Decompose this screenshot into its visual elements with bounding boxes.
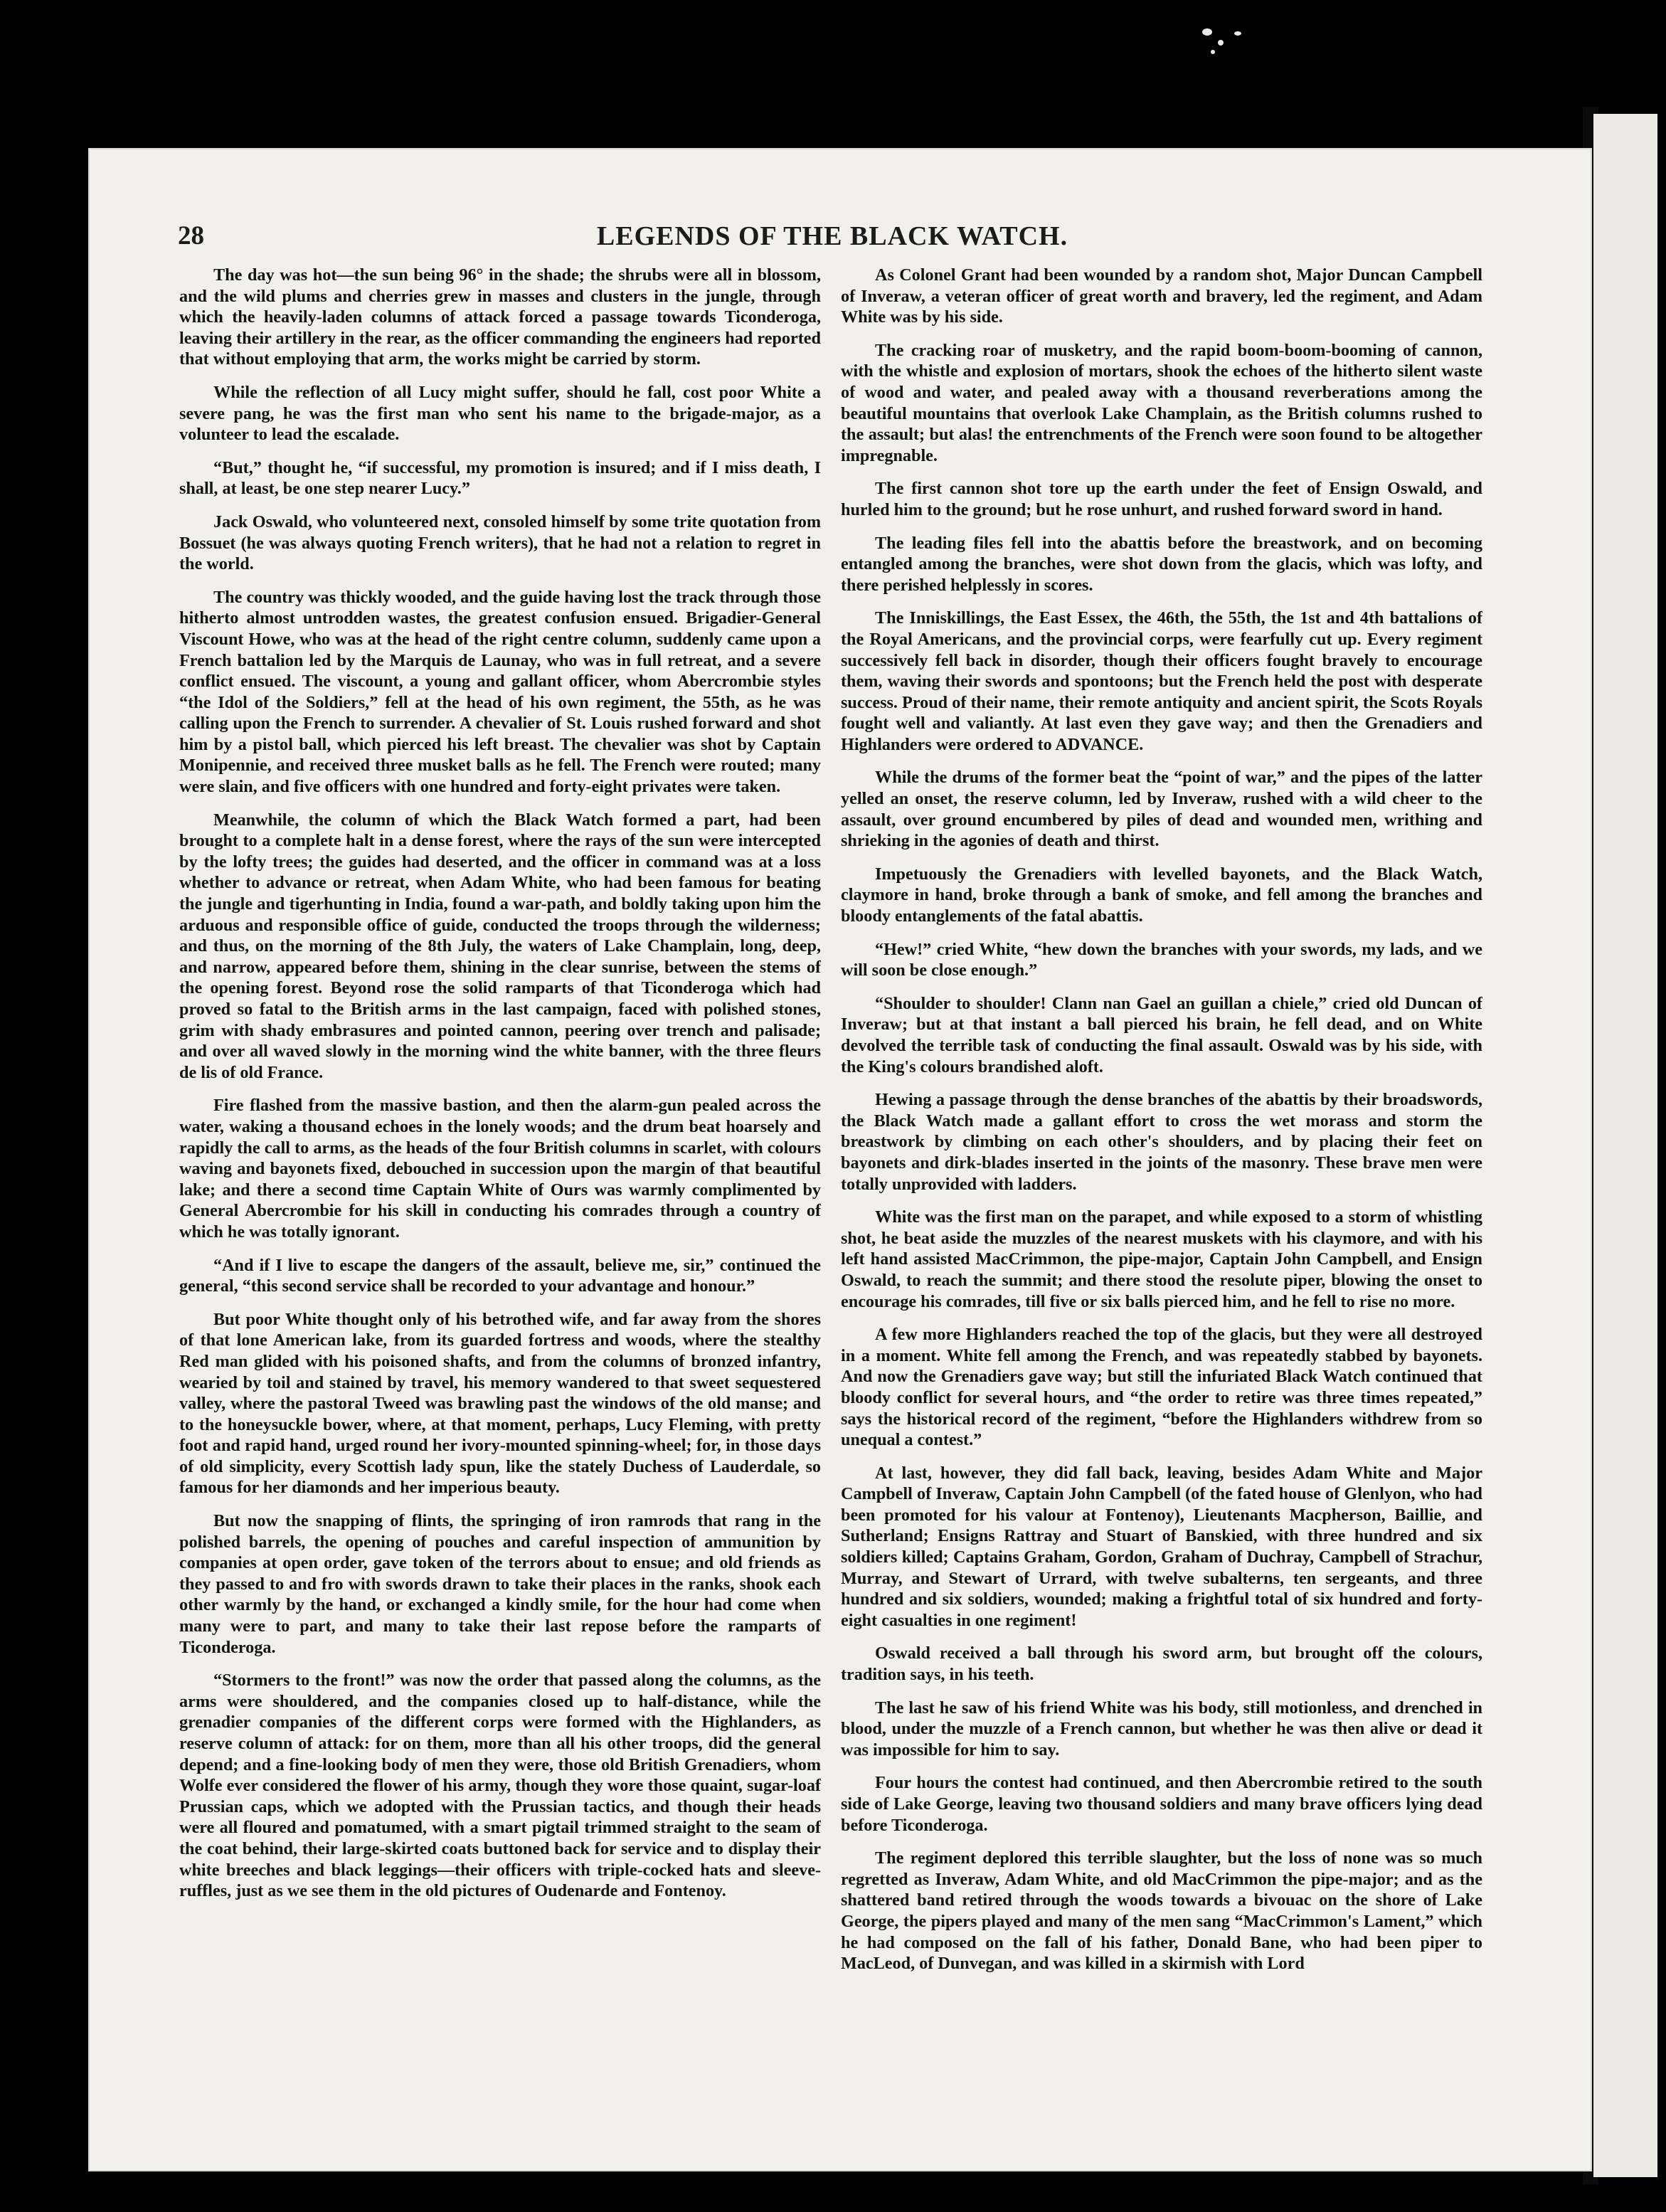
facing-page-edge (1593, 114, 1657, 2177)
scan-speck (1218, 40, 1224, 46)
paragraph: Oswald received a ball through his sword arm, but brought off the colours, tradition says, in his teeth. (841, 1644, 1482, 1685)
paragraph: But now the snapping of flints, the springing of iron ramrods that rang in the polished barrels, the opening of pouches and careful inspection of ammunition by companies at open order, gave token of the terrors about to ensue; and old friends as they passed to and fro with swords drawn to take their places in the ranks, shook each other warmly by the hand, or exchanged a kindly smile, for the hour had come when many were to part, and many to take their last repose before the ramparts of Ticonderoga. (179, 1511, 821, 1657)
paragraph: Fire flashed from the massive bastion, and then the alarm-gun pealed across the water, waking a thousand echoes in the lonely woods; and the drum beat hoarsely and rapidly the call to arms, as the heads of the four British columns in scarlet, with colours waving and bayonets fixed, debouched in succession upon the margin of that beautiful lake; and there a second time Captain White of Ours was warmly complimented by General Abercrombie for his skill in conducting his comrades through a country of which he was totally ignorant. (179, 1096, 821, 1242)
paragraph: The leading files fell into the abattis before the breastwork, and on becoming entangled among the branches, were shot down from the glacis, which was lofty, and there perished helplessly in scores. (841, 533, 1482, 595)
page-number: 28 (178, 221, 204, 250)
paragraph: The Inniskillings, the East Essex, the 46th, the 55th, the 1st and 4th battalions of the Royal Americans, and the provincial corps, were fearfully cut up. Every regiment successively fell back in disorder, though their officers fought bravely to encourage them, waving their swords and spontoons; but the French held the post with desperate success. Proud of their name, their remote antiquity and ancient spirit, the Scots Royals fought well and valiantly. At last even they gave way; and then the Grenadiers and Highlanders were ordered to ADVANCE. (841, 608, 1482, 754)
paragraph: As Colonel Grant had been wounded by a random shot, Major Duncan Campbell of Inveraw, a veteran officer of great worth and bravery, led the regiment, and Adam White was by his side. (841, 265, 1482, 327)
paragraph: The regiment deplored this terrible slaughter, but the loss of none was so much regretted as Inveraw, Adam White, and old MacCrimmon the pipe-major; and as the shattered band retired through the woods towards a bivouac on the shore of Lake George, the pipers played and many of the men sang “MacCrimmon's Lament,” which he had composed on the fall of his father, Donald Bane, who had been piper to MacLeod, of Dunvegan, and was killed in a skirmish with Lord (841, 1848, 1482, 1974)
paragraph: “Hew!” cried White, “hew down the branches with your swords, my lads, and we will soon be close enough.” (841, 939, 1482, 980)
paragraph: Meanwhile, the column of which the Black Watch formed a part, had been brought to a complete halt in a dense forest, where the rays of the sun were intercepted by the lofty trees; the guides had deserted, and the officer in command was at a loss whether to advance or retreat, when Adam White, who had been famous for beating the jungle and tigerhunting in India, found a war-path, and boldly taking upon him the arduous and responsible office of guide, conducted the troops through the wilderness; and thus, on the morning of the 8th July, the waters of Lake Champlain, long, deep, and narrow, appeared before them, shining in the clear sunrise, between the stems of the opening forest. Beyond rose the solid ramparts of that Ticonderoga which had proved so fatal to the British arms in the last campaign, faced with polished stones, grim with shady embrasures and pointed cannon, peering over trench and palisade; and over all waved slowly in the morning wind the white banner, with the three fleurs de lis of old France. (179, 810, 821, 1082)
scan-speck (1202, 28, 1212, 36)
paragraph: “But,” thought he, “if successful, my promotion is insured; and if I miss death, I shall, at least, be one step nearer Lucy.” (179, 457, 821, 499)
running-head: LEGENDS OF THE BLACK WATCH. (596, 221, 1068, 251)
paragraph: While the drums of the former beat the “point of war,” and the pipes of the latter yelled an onset, the reserve column, led by Inveraw, rushed with a wild cheer to the assault, over ground encumbered by piles of dead and wounded men, writhing and shrieking in the agonies of death and thirst. (841, 768, 1482, 851)
paragraph: The last he saw of his friend White was his body, still motionless, and drenched in blood, under the muzzle of a French cannon, but whether he was then alive or dead it was impossible for him to say. (841, 1698, 1482, 1759)
paragraph: At last, however, they did fall back, leaving, besides Adam White and Major Campbell of Inveraw, Captain John Campbell (of the fated house of Glenlyon, who had been promoted for his valour at Fontenoy), Lieutenants Macpherson, Baillie, and Sutherland; Ensigns Rattray and Stuart of Banskied, with three hundred and six soldiers killed; Captains Graham, Gordon, Graham of Duchray, Campbell of Strachur, Murray, and Stewart of Urrard, with twelve subalterns, ten sergeants, and three hundred and six soldiers, wounded; making a frightful total of six hundred and forty-eight casualties in one regiment! (841, 1463, 1482, 1630)
right-text-column (841, 265, 1482, 2093)
paragraph: “And if I live to escape the dangers of the assault, believe me, sir,” continued the general, “this second service shall be recorded to your advantage and honour.” (179, 1255, 821, 1296)
paragraph: Four hours the contest had continued, and then Abercrombie retired to the south side of Lake George, leaving two thousand soldiers and many brave officers lying dead before Ticonderoga. (841, 1773, 1482, 1835)
paragraph: The country was thickly wooded, and the guide having lost the track through those hitherto almost untrodden wastes, the greatest confusion ensued. Brigadier-General Viscount Howe, who was at the head of the right centre column, suddenly came upon a French battalion led by the Marquis de Launay, who was in full retreat, and a severe conflict ensued. The viscount, a young and gallant officer, whom Abercrombie styles “the Idol of the Soldiers,” fell at the head of his own regiment, the 55th, as he was calling upon the French to surrender. A chevalier of St. Louis rushed forward and shot him by a pistol ball, which pierced his left breast. The chevalier was shot by Captain Monipennie, and received three musket balls as he fell. The French were routed; many were slain, and five officers with one hundred and forty-eight privates were taken. (179, 587, 821, 797)
paragraph: “Stormers to the front!” was now the order that passed along the columns, as the arms were shouldered, and the companies closed up to half-distance, while the grenadier companies of the different corps were formed with the Highlanders, as reserve column of attack: for on them, more than all his other troops, did the general depend; and a fine-looking body of men they were, those old British Grenadiers, whom Wolfe ever considered the flower of his army, though they wore those quaint, sugar-loaf Prussian caps, which we adopted with the Prussian tactics, and though their heads were all floured and pomatumed, with a smart pigtail trimmed straight to the seam of the coat behind, their large-skirted coats buttoned back for service and to display their white breeches and black leggings—their officers with triple-cocked hats and sleeve-ruffles, just as we see them in the old pictures of Oudenarde and Fontenoy. (179, 1671, 821, 1901)
paragraph: A few more Highlanders reached the top of the glacis, but they were all destroyed in a moment. White fell among the French, and was repeatedly stabbed by bayonets. And now the Grenadiers gave way; but still the infuriated Black Watch continued that bloody conflict for several hours, and “the order to retire was three times repeated,” says the historical record of the regiment, “before the Highlanders withdrew from so unequal a contest.” (841, 1325, 1482, 1450)
paragraph: The cracking roar of musketry, and the rapid boom-boom-booming of cannon, with the whistle and explosion of mortars, shook the echoes of the hitherto silent waste of wood and water, and pealed away with a thousand reverberations among the beautiful mountains that overlook Lake Champlain, as the British columns rushed to the assault; but alas! the entrenchments of the French were soon found to be altogether impregnable. (841, 340, 1482, 465)
paragraph: The day was hot—the sun being 96° in the shade; the shrubs were all in blossom, and the wild plums and cherries grew in masses and clusters in the jungle, through which the heavily-laden columns of attack forced a passage towards Ticonderoga, leaving their artillery in the rear, as the officer commanding the engineers had reported that without employing that arm, the works might be carried by storm. (179, 265, 821, 369)
paragraph: White was the first man on the parapet, and while exposed to a storm of whistling shot, he beat aside the muzzles of the nearest muskets with his claymore, and with his left hand assisted MacCrimmon, the pipe-major, Captain John Campbell, and Ensign Oswald, to reach the summit; and there stood the resolute piper, blowing the onset to encourage his comrades, till five or six balls pierced him, and he fell to rise no more. (841, 1207, 1482, 1311)
scan-speck (1211, 50, 1215, 54)
left-text-column (179, 265, 821, 2093)
page-header (178, 221, 1487, 263)
paragraph: The first cannon shot tore up the earth under the feet of Ensign Oswald, and hurled him to the ground; but he rose unhurt, and rushed forward sword in hand. (841, 479, 1482, 519)
paragraph: Jack Oswald, who volunteered next, consoled himself by some trite quotation from Bossuet (he was always quoting French writers), that he had not a relation to regret in the world. (179, 512, 821, 574)
paragraph: Hewing a passage through the dense branches of the abattis by their broadswords, the Black Watch made a gallant effort to cross the wet morass and storm the breastwork by climbing on each other's shoulders, and by placing their feet on bayonets and dirk-blades inserted in the joints of the masonry. These brave men were totally unprovided with ladders. (841, 1090, 1482, 1194)
paragraph: “Shoulder to shoulder! Clann nan Gael an guillan a chiele,” cried old Duncan of Inveraw; but at that instant a ball pierced his brain, he fell dead, and on White devolved the terrible task of conducting the final assault. Oswald was by his side, with the King's colours brandished aloft. (841, 993, 1482, 1076)
scan-speck (1234, 31, 1241, 36)
paragraph: But poor White thought only of his betrothed wife, and far away from the shores of that lone American lake, from its guarded fortress and woods, where the stealthy Red man glided with his poisoned shafts, and from the columns of bronzed infantry, wearied by toil and stained by travel, his memory wandered to that sweet sequestered valley, where the pastoral Tweed was brawling past the windows of the old manse; and to the honeysuckle bower, where, at that moment, perhaps, Lucy Fleming, with pretty foot and rapid hand, urged round her ivory-mounted spinning-wheel; for, in those days of old simplicity, every Scottish lady spun, like the stately Duchess of Lauderdale, so famous for her diamonds and her imperious beauty. (179, 1309, 821, 1498)
paragraph: While the reflection of all Lucy might suffer, should he fall, cost poor White a severe pang, he was the first man who sent his name to the brigade-major, as a volunteer to lead the escalade. (179, 382, 821, 445)
paragraph: Impetuously the Grenadiers with levelled bayonets, and the Black Watch, claymore in hand, broke through a bank of smoke, and fell among the branches and bloody entanglements of the fatal abattis. (841, 864, 1482, 926)
